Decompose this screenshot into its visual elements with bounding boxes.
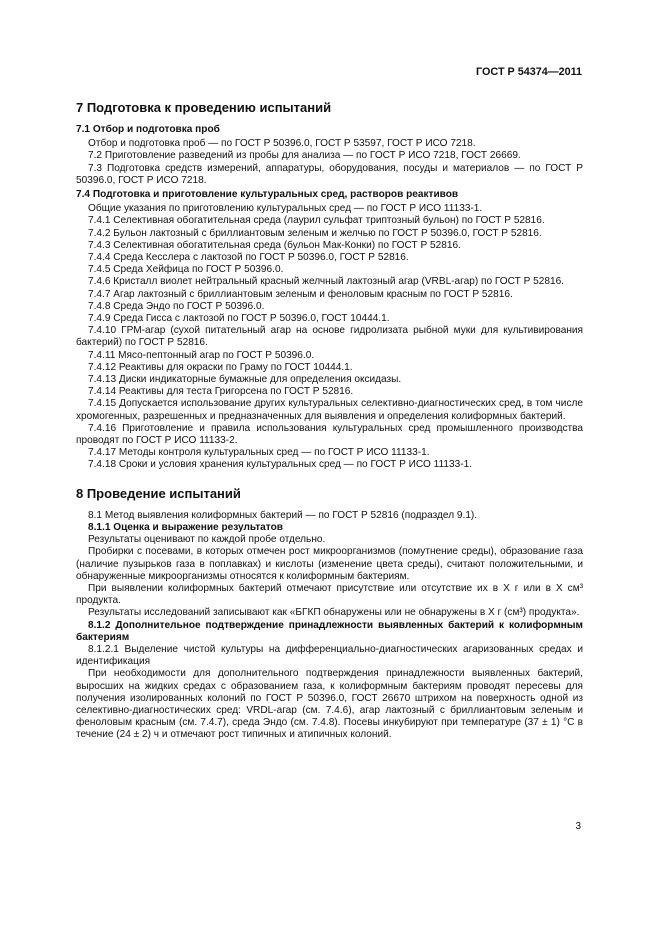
list-item: 7.4.11 Мясо-пептонный агар по ГОСТ Р 50396.0.	[88, 349, 315, 361]
list-item: 7.4.1 Селективная обогатительная среда (лаурил сульфат триптозный бульон) по ГОСТ Р 52816.	[88, 215, 545, 227]
section-8-title: 8 Проведение испытаний	[76, 485, 241, 501]
document-header: ГОСТ Р 54374—2011	[476, 66, 582, 78]
list-item: 7.4.3 Селективная обогатительная среда (бульон Мак-Конки) по ГОСТ Р 52816.	[88, 239, 461, 251]
list-item: 7.4.13 Диски индикаторные бумажные для определения оксидазы.	[88, 374, 402, 386]
paragraph-7-3: 7.3 Подготовка средств измерений, аппаратуры, оборудования, посуды и материалов — по ГОСТ Р 50396.0, ГОСТ Р ИСО 7218.	[76, 162, 583, 186]
subsection-8-1-2-title: 8.1.2 Дополнительное подтверждение принадлежности выявленных бактерий к колиформным бактериям	[76, 619, 583, 643]
paragraph-8-1-1-d: Результаты исследований записывают как «БГКП обнаружены или не обнаружены в X г (см³) продукта».	[88, 607, 580, 619]
list-item: 7.4.2 Бульон лактозный с бриллиантовым зеленым и желчью по ГОСТ Р 50396.0, ГОСТ Р 52816.	[88, 227, 542, 239]
page-number: 3	[575, 821, 581, 832]
list-item: 7.4.18 Сроки и условия хранения культуральных сред — по ГОСТ Р ИСО 11133-1.	[88, 459, 473, 471]
paragraph-7-1: Отбор и подготовка проб — по ГОСТ Р 50396.0, ГОСТ Р 53597, ГОСТ Р ИСО 7218.	[88, 138, 476, 150]
paragraph-7-2: 7.2 Приготовление разведений из пробы для анализа — по ГОСТ Р ИСО 7218, ГОСТ 26669.	[88, 150, 521, 162]
list-item: 7.4.12 Реактивы для окраски по Граму по ГОСТ 10444.1.	[88, 361, 353, 373]
paragraph-7-4-general: Общие указания по приготовлению культуральных сред — по ГОСТ Р ИСО 11133-1.	[88, 203, 483, 215]
paragraph-8-1-2-1: 8.1.2.1 Выделение чистой культуры на дифференциально-диагностических агаризованных средах и идентификация	[76, 643, 583, 668]
list-item: 7.4.7 Агар лактозный с бриллиантовым зеленым и феноловым красным по ГОСТ Р 52816.	[88, 288, 513, 300]
paragraph-8-1-1-a: Результаты оценивают по каждой пробе отдельно.	[88, 534, 326, 546]
list-item: 7.4.9 Среда Гисса с лактозой по ГОСТ Р 50396.0, ГОСТ 10444.1.	[88, 313, 390, 325]
paragraph-8-1-2-1-b: При необходимости для дополнительного подтверждения принадлежности выявленных бактерий, выросших на жидких средах с образованием газа, к колиформным бактериям проводят пересевы для получения изолированных колоний по ГОСТ Р 50396.0, ГОСТ 26670 штрихом на поверхность одной из селективно-диагностических сред: VRDL-агар (см. 7.4.6), агар лактозный с бриллиантовым зеленым и феноловым красным (см. 7.4.7), среда Эндо (см. 7.4.8). Посевы инкубируют при температуре (37 ± 1) °С в течение (24 ± 2) ч и отмечают рост типичных и атипичных колоний.	[76, 668, 583, 741]
list-item: 7.4.4 Среда Кесслера с лактозой по ГОСТ Р 50396.0, ГОСТ Р 52816.	[88, 252, 409, 264]
paragraph-8-1: 8.1 Метод выявления колиформных бактерий — по ГОСТ Р 52816 (подраздел 9.1).	[88, 509, 478, 521]
list-item: 7.4.14 Реактивы для теста Григорсена по ГОСТ Р 52816.	[88, 386, 354, 398]
list-item: 7.4.17 Методы контроля культуральных сред — по ГОСТ Р ИСО 11133-1.	[88, 447, 430, 459]
list-item: 7.4.15 Допускается использование других культуральных селективно-диагностических сред, в том числе хромогенных, разрешенных и предназначенных для выявления и определения колиформных бактерий.	[76, 398, 583, 422]
section-7-title: 7 Подготовка к проведению испытаний	[76, 100, 332, 115]
document-body	[76, 96, 583, 742]
list-item: 7.4.10 ГРМ-агар (сухой питательный агар на основе гидролизата рыбной муки для культивирования бактерий) по ГОСТ Р 52816.	[76, 325, 583, 349]
list-item: 7.4.16 Приготовление и правила использования культуральных сред промышленного производства проводят по ГОСТ Р ИСО 11133-2.	[76, 422, 583, 447]
list-item: 7.4.6 Кристалл виолет нейтральный красный желчный лактозный агар (VRBL-агар) по ГОСТ Р 52816.	[88, 276, 564, 288]
subsection-8-1-1-title: 8.1.1 Оценка и выражение результатов	[88, 521, 283, 533]
subsection-7-1-title: 7.1 Отбор и подготовка проб	[76, 124, 220, 135]
paragraph-8-1-1-c: При выявлении колиформных бактерий отмечают присутствие или отсутствие их в X г или в X см³ продукта.	[76, 582, 583, 607]
list-item: 7.4.5 Среда Хейфица по ГОСТ Р 50396.0.	[88, 264, 284, 276]
subsection-7-4-title: 7.4 Подготовка и приготовление культуральных сред, растворов реактивов	[76, 189, 459, 201]
list-item: 7.4.8 Среда Эндо по ГОСТ Р 50396.0.	[88, 300, 265, 312]
paragraph-8-1-1-b: Пробирки с посевами, в которых отмечен рост микроорганизмов (помутнение среды), образование газа (наличие пузырьков газа в поплавках) и кислоты (изменение цвета среды), считают положительными, и обнаруженные микроорганизмы относятся к колиформным бактериям.	[76, 546, 583, 582]
